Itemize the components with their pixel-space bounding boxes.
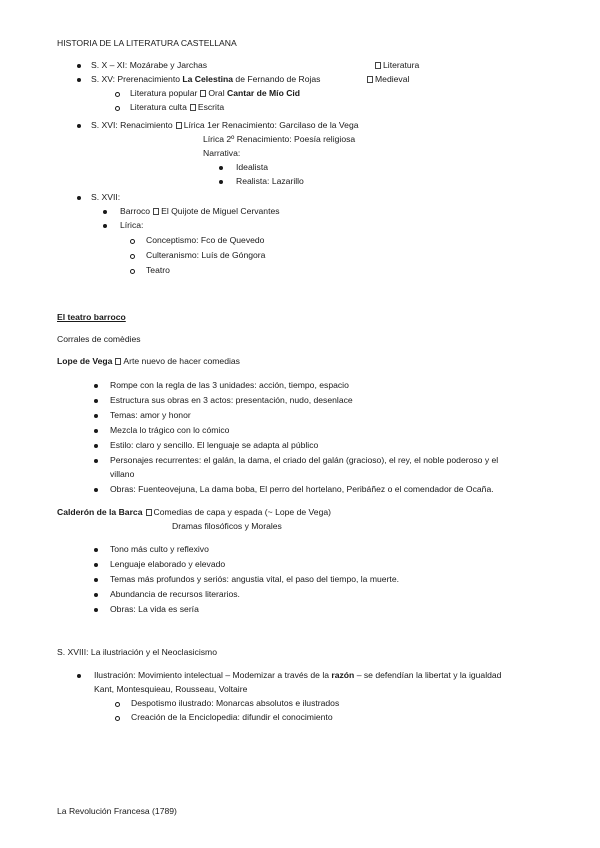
bullet: [94, 429, 98, 433]
barroco-line: Barroco El Quijote de Miguel Cervantes: [120, 206, 280, 216]
bullet: [77, 64, 81, 68]
circle-bullet: [130, 254, 135, 259]
arrow-icon: [367, 76, 373, 83]
bullet: [94, 488, 98, 492]
arrow-icon: [176, 122, 182, 129]
lope-item: Obras: Fuenteovejuna, La dama boba, El perro del hortelano, Peribáñez o el comendador de Ocaña.: [110, 484, 494, 494]
lirica-2-line: Lírica 2º Renacimiento: Poesía religiosa: [203, 134, 356, 144]
lirica-line: Lírica:: [120, 220, 144, 230]
arrow-icon: [190, 104, 196, 111]
arrow-icon: [146, 509, 152, 516]
bullet: [77, 674, 81, 678]
bullet: [94, 444, 98, 448]
lope-item: Estilo: claro y sencillo. El lenguaje se adapta al público: [110, 440, 319, 450]
bullet: [219, 180, 223, 184]
calderon-item: Tono más culto y reflexivo: [110, 544, 209, 554]
circle-bullet: [130, 269, 135, 274]
bullet: [94, 459, 98, 463]
circle-bullet: [115, 92, 120, 97]
calderon-item: Abundancia de recursos literarios.: [110, 589, 240, 599]
arrow-icon: [153, 208, 159, 215]
circle-bullet: [115, 716, 120, 721]
narrativa-line: Narrativa:: [203, 148, 241, 158]
bullet: [94, 578, 98, 582]
despotismo-line: Despotismo ilustrado: Monarcas absolutos e ilustrados: [131, 698, 340, 708]
bullet: [94, 414, 98, 418]
idealista-line: Idealista: [236, 162, 269, 172]
bullet: [94, 399, 98, 403]
bullet: [77, 196, 81, 200]
sx-xi-line: S. X – XI: Mozárabe y Jarchas: [91, 60, 208, 70]
circle-bullet: [115, 106, 120, 111]
calderon-item: Temas más profundos y seriós: angustia vital, el paso del tiempo, la muerte.: [110, 574, 399, 584]
conceptismo-line: Conceptismo: Fco de Quevedo: [146, 235, 265, 245]
bullet: [219, 166, 223, 170]
realista-line: Realista: Lazarillo: [236, 176, 304, 186]
calderon-line: Calderón de la Barca Comedias de capa y espada (~ Lope de Vega): [57, 507, 331, 517]
arrow-icon: [375, 62, 381, 69]
circle-bullet: [130, 239, 135, 244]
bullet: [94, 593, 98, 597]
teatro-line: Teatro: [146, 265, 170, 275]
lope-item: Personajes recurrentes: el galán, la dama, el criado del galán (gracioso), el rey, el noble poderoso y el: [110, 455, 499, 465]
lope-line: Lope de Vega Arte nuevo de hacer comedias: [57, 356, 240, 366]
calderon-item: Lenguaje elaborado y elevado: [110, 559, 226, 569]
culteranismo-line: Culteranismo: Luís de Góngora: [146, 250, 266, 260]
lope-item: Temas: amor y honor: [110, 410, 191, 420]
bullet: [94, 384, 98, 388]
bullet: [103, 210, 107, 214]
lope-item: Estructura sus obras en 3 actos: presentación, nudo, desenlace: [110, 395, 353, 405]
lope-item: Mezcla lo trágico con lo cómico: [110, 425, 230, 435]
arrow-icon: [115, 358, 121, 365]
corrales-line: Corrales de comèdies: [57, 334, 141, 344]
bullet: [77, 78, 81, 82]
sxvii-title: S. XVII:: [91, 192, 121, 202]
sxviii-heading: S. XVIII: La ilustriación y el Neoclasicismo: [57, 647, 217, 657]
arrow-icon: [200, 90, 206, 97]
bullet: [77, 124, 81, 128]
calderon-item: Obras: La vida es sería: [110, 604, 199, 614]
medieval-label: Medieval: [364, 74, 409, 85]
bullet: [103, 224, 107, 228]
bullet: [94, 608, 98, 612]
lope-item-continuation: villano: [110, 469, 135, 479]
teatro-barroco-heading: El teatro barroco: [57, 312, 126, 322]
calderon-line-2: Dramas filosóficos y Morales: [172, 521, 282, 531]
lope-item: Rompe con la regla de las 3 unidades: acción, tiempo, espacio: [110, 380, 349, 390]
document-title: HISTORIA DE LA LITERATURA CASTELLANA: [57, 38, 237, 48]
literatura-popular-line: Literatura popular Oral Cantar de Mío Cid: [130, 88, 301, 98]
ilustracion-line: Ilustración: Movimiento intelectual – Modemizar a través de la razón – se defendían la libertat y la igualdad: [94, 670, 502, 680]
sxv-line: S. XV: Prerenacimiento La Celestina de Fernando de Rojas: [91, 74, 321, 84]
sxvi-line: S. XVI: Renacimiento Lírica 1er Renacimiento: Garcilaso de la Vega: [91, 120, 359, 130]
philosophers-line: Kant, Montesquieau, Rousseau, Voltaire: [94, 684, 248, 694]
revolucion-line: La Revolución Francesa (1789): [57, 806, 177, 816]
bullet: [94, 563, 98, 567]
literatura-label: Literatura: [372, 60, 419, 71]
circle-bullet: [115, 702, 120, 707]
enciclopedia-line: Creación de la Enciclopedia: difundir el conocimiento: [131, 712, 333, 722]
literatura-culta-line: Literatura culta Escrita: [130, 102, 225, 112]
bullet: [94, 548, 98, 552]
